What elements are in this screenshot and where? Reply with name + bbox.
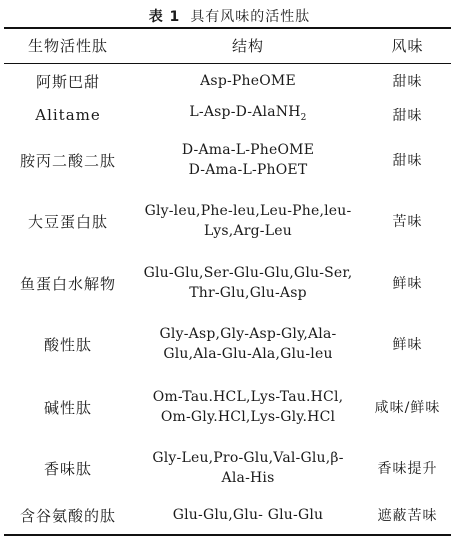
structure-line: Glu,Ala-Glu-Ala,Glu-leu <box>163 346 333 362</box>
peptide-flavor: 甜味 <box>392 153 423 169</box>
table-number: 表 1 <box>148 9 181 25</box>
structure-line: Asp-PheOME <box>200 73 296 89</box>
header-structure: 结构 <box>231 36 264 55</box>
header-peptide: 生物活性肽 <box>27 37 108 55</box>
structure-text: L-Asp-D-AlaNH <box>189 104 301 121</box>
structure-line: D-Ama-L-PhOET <box>188 162 308 178</box>
peptide-flavor: 遮蔽苦味 <box>377 508 438 524</box>
structure-line: Lys,Arg-Leu <box>204 223 292 239</box>
peptide-flavor: 咸味/鲜味 <box>374 400 441 416</box>
structure-line: Ala-His <box>221 470 275 486</box>
structure-line: Gly-leu,Phe-leu,Leu-Phe,leu- <box>144 203 352 219</box>
table-row <box>4 188 451 254</box>
table-row <box>4 64 451 98</box>
peptide-structure <box>132 448 364 488</box>
peptide-structure <box>132 263 364 303</box>
peptide-flavor: 鲜味 <box>392 276 423 292</box>
table-bottom-rule <box>4 534 451 536</box>
table-caption <box>0 6 455 26</box>
peptide-name: 胺丙二酸二肽 <box>19 151 116 170</box>
table-row <box>4 132 451 188</box>
table-row <box>4 438 451 498</box>
peptide-flavor: 甜味 <box>392 108 423 124</box>
peptide-flavor: 苦味 <box>392 214 423 230</box>
peptide-name: 阿斯巴甜 <box>35 72 100 91</box>
structure-line <box>132 102 364 128</box>
table-row <box>4 312 451 376</box>
table-header-row <box>4 28 451 63</box>
peptide-structure <box>132 102 364 128</box>
structure-line: Thr-Glu,Glu-Asp <box>189 285 307 301</box>
structure-subscript: 2 <box>300 112 307 123</box>
peptide-structure <box>132 71 364 91</box>
peptide-structure <box>132 201 364 241</box>
structure-line: D-Ama-L-PheOME <box>181 142 315 158</box>
peptide-name: 酸性肽 <box>43 335 92 354</box>
peptide-structure <box>132 324 364 364</box>
peptide-structure <box>132 387 364 427</box>
peptide-name: 大豆蛋白肽 <box>27 212 108 231</box>
peptide-name: Alitame <box>35 106 101 124</box>
peptide-name: 含谷氨酸的肽 <box>19 506 116 525</box>
peptide-structure <box>132 505 364 525</box>
peptide-flavor: 甜味 <box>392 74 423 90</box>
table-row <box>4 98 451 132</box>
table-row <box>4 376 451 438</box>
structure-line: Gly-Asp,Gly-Asp-Gly,Ala- <box>159 326 337 342</box>
table-row <box>4 498 451 532</box>
structure-line: Om-Gly.HCl,Lys-Gly.HCl <box>160 409 336 425</box>
peptide-name: 碱性肽 <box>43 398 92 417</box>
peptide-name: 鱼蛋白水解物 <box>19 274 116 293</box>
structure-line: Om-Tau.HCL,Lys-Tau.HCl, <box>152 389 344 405</box>
peptide-structure <box>132 140 364 180</box>
table-row <box>4 254 451 312</box>
structure-line: Glu-Glu,Glu- Glu-Glu <box>172 507 324 523</box>
structure-line: Glu-Glu,Ser-Glu-Glu,Glu-Ser, <box>143 265 353 281</box>
header-flavor: 风味 <box>391 37 424 55</box>
peptide-flavor: 香味提升 <box>377 461 438 477</box>
peptide-flavor: 鲜味 <box>392 337 423 353</box>
structure-line: Gly-Leu,Pro-Glu,Val-Glu,β- <box>152 450 344 466</box>
peptide-name: 香味肽 <box>43 459 92 478</box>
table-title: 具有风味的活性肽 <box>190 9 311 25</box>
